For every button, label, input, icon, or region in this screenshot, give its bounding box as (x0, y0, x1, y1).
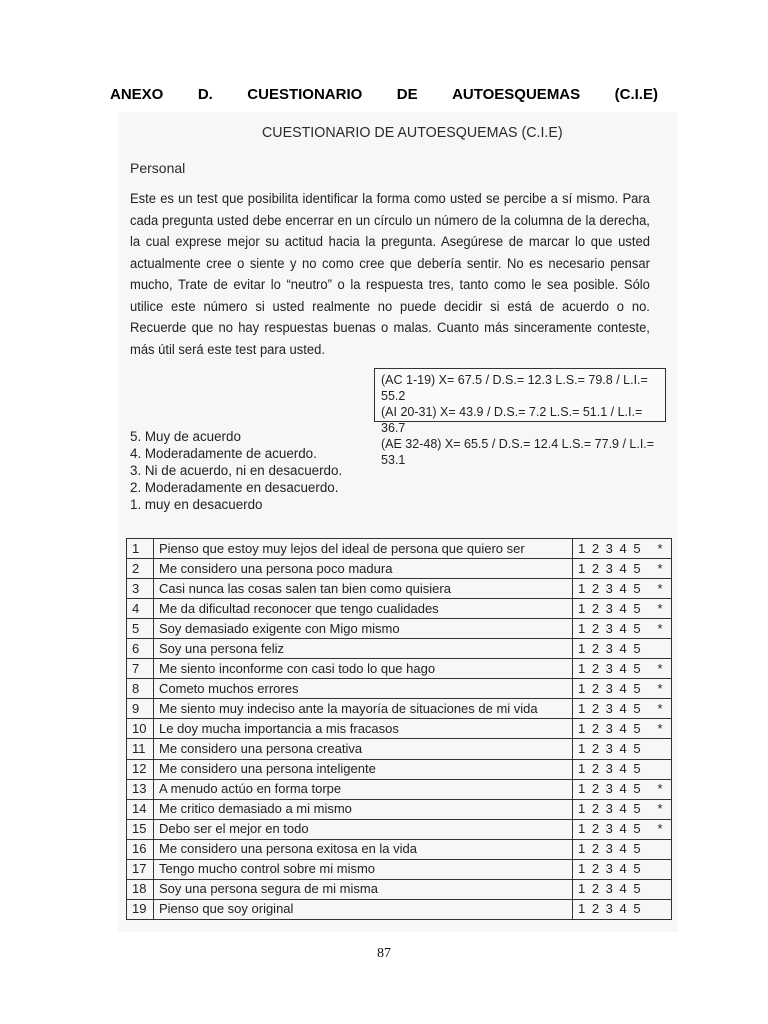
heading-word: D. (197, 86, 213, 103)
answer-options[interactable] (573, 839, 672, 859)
questionnaire-title: CUESTIONARIO DE AUTOESQUEMAS (C.I.E) (262, 124, 563, 141)
item-number: 9 (127, 699, 154, 719)
answer-options[interactable] (573, 559, 672, 579)
reverse-score-marker: * (657, 720, 664, 736)
instructions-paragraph: Este es un test que posibilita identificar la forma como usted se percibe a sí mismo. Para cada pregunta usted debe encerrar en un círculo un número de la columna de la derecha, la cual exprese mejor su actitud hacia la pregunta. Asegúrese de marcar lo que usted actualmente cree o siente y no como cree que debería sentir. No es necesario pensar mucho, Trate de evitar lo “neutro” o la respuesta tres, tanto como le sea posible. Sólo utilice este número si usted realmente no puede decidir si está de acuerdo o no. Recuerde que no hay respuestas buenas o malas. Cuanto más sinceramente conteste, más útil será este test para usted. (130, 191, 650, 357)
table-row (127, 759, 672, 779)
item-number: 8 (127, 679, 154, 699)
item-number: 7 (127, 659, 154, 679)
table-row (127, 659, 672, 679)
heading-word: CUESTIONARIO (247, 86, 363, 103)
reverse-score-marker: * (657, 560, 664, 576)
answer-scale-numbers: 1 2 3 4 5 (578, 861, 643, 877)
answer-options-inner (578, 540, 666, 558)
item-number: 17 (127, 859, 154, 879)
answer-options[interactable] (573, 659, 672, 679)
answer-options[interactable] (573, 879, 672, 899)
reverse-score-marker: * (657, 580, 664, 596)
answer-options[interactable] (573, 719, 672, 739)
heading-word: AUTOESQUEMAS (452, 86, 581, 103)
heading-word: (C.I.E) (614, 86, 658, 103)
answer-scale-numbers: 1 2 3 4 5 (578, 821, 643, 837)
table-row (127, 859, 672, 879)
answer-scale-numbers: 1 2 3 4 5 (578, 881, 643, 897)
answer-scale-numbers: 1 2 3 4 5 (578, 801, 643, 817)
answer-options-inner (578, 840, 666, 858)
table-row (127, 559, 672, 579)
table-row (127, 899, 672, 919)
answer-options-inner (578, 900, 666, 918)
answer-options[interactable] (573, 679, 672, 699)
answer-options[interactable] (573, 539, 672, 559)
item-number: 13 (127, 779, 154, 799)
answer-options[interactable] (573, 599, 672, 619)
answer-options-inner (578, 820, 666, 838)
table-row (127, 739, 672, 759)
answer-scale-numbers: 1 2 3 4 5 (578, 660, 643, 676)
reverse-score-marker (664, 640, 666, 658)
reverse-score-marker: * (657, 540, 664, 556)
table-row (127, 639, 672, 659)
stats-line: (AC 1-19) X= 67.5 / D.S.= 12.3 L.S.= 79.8 / L.I.= 55.2 (381, 373, 648, 403)
section-label: Personal (130, 160, 186, 176)
item-statement: Pienso que soy original (154, 899, 573, 919)
answer-options-inner (578, 860, 666, 878)
answer-options-inner (578, 580, 666, 598)
answer-scale-numbers: 1 2 3 4 5 (578, 540, 643, 556)
answer-scale-numbers: 1 2 3 4 5 (578, 841, 643, 857)
item-statement: Me considero una persona exitosa en la vida (154, 839, 573, 859)
answer-scale-numbers: 1 2 3 4 5 (578, 700, 643, 716)
table-row (127, 599, 672, 619)
answer-options-inner (578, 740, 666, 758)
scale-option: 5. Muy de acuerdo (130, 429, 241, 444)
item-number: 12 (127, 759, 154, 779)
reverse-score-marker: * (657, 680, 664, 696)
item-statement: Tengo mucho control sobre mi mismo (154, 859, 573, 879)
item-number: 3 (127, 579, 154, 599)
item-number: 5 (127, 619, 154, 639)
item-number: 4 (127, 599, 154, 619)
reverse-score-marker: * (657, 801, 664, 817)
item-number: 2 (127, 559, 154, 579)
heading-word: DE (396, 86, 418, 103)
stats-line: (AE 32-48) X= 65.5 / D.S.= 12.4 L.S.= 77.9 / L.I.= 53.1 (381, 437, 655, 467)
reverse-score-marker: * (657, 600, 664, 616)
item-statement: Debo ser el mejor en todo (154, 819, 573, 839)
answer-options[interactable] (573, 899, 672, 919)
table-row (127, 799, 672, 819)
answer-scale-numbers: 1 2 3 4 5 (578, 640, 643, 656)
reverse-score-marker: * (657, 700, 664, 716)
answer-options[interactable] (573, 639, 672, 659)
item-statement: Cometo muchos errores (154, 679, 573, 699)
item-statement: Me considero una persona inteligente (154, 759, 573, 779)
item-statement: A menudo actúo en forma torpe (154, 779, 573, 799)
answer-scale-numbers: 1 2 3 4 5 (578, 781, 643, 797)
reverse-score-marker: * (657, 620, 664, 636)
answer-options-inner (578, 720, 666, 738)
item-number: 11 (127, 739, 154, 759)
reverse-score-marker (664, 840, 666, 858)
answer-scale-numbers: 1 2 3 4 5 (578, 600, 643, 616)
reverse-score-marker (664, 760, 666, 778)
table-row (127, 679, 672, 699)
item-number: 15 (127, 819, 154, 839)
answer-options-inner (578, 560, 666, 578)
answer-options-inner (578, 660, 666, 678)
reverse-score-marker: * (657, 781, 664, 797)
answer-options[interactable] (573, 579, 672, 599)
reverse-score-marker (664, 740, 666, 758)
answer-options[interactable] (573, 779, 672, 799)
answer-scale-numbers: 1 2 3 4 5 (578, 620, 643, 636)
answer-options[interactable] (573, 859, 672, 879)
item-statement: Me considero una persona creativa (154, 739, 573, 759)
answer-scale-numbers: 1 2 3 4 5 (578, 720, 643, 736)
answer-options[interactable] (573, 619, 672, 639)
item-statement: Soy demasiado exigente con Migo mismo (154, 619, 573, 639)
item-number: 19 (127, 899, 154, 919)
answer-options-inner (578, 680, 666, 698)
answer-scale-numbers: 1 2 3 4 5 (578, 901, 643, 917)
answer-options-inner (578, 760, 666, 778)
annex-heading (110, 86, 658, 103)
item-number: 16 (127, 839, 154, 859)
page-number: 87 (377, 946, 391, 961)
table-row (127, 779, 672, 799)
table-row (127, 879, 672, 899)
scale-option: 1. muy en desacuerdo (130, 497, 263, 512)
response-scale (130, 428, 342, 513)
answer-options-inner (578, 800, 666, 818)
questionnaire-table (126, 538, 672, 920)
answer-options-inner (578, 600, 666, 618)
reverse-score-marker (664, 900, 666, 918)
answer-options[interactable] (573, 819, 672, 839)
table-row (127, 819, 672, 839)
heading-word: ANEXO (110, 86, 164, 103)
item-number: 6 (127, 639, 154, 659)
answer-options[interactable] (573, 759, 672, 779)
stats-line: (AI 20-31) X= 43.9 / D.S.= 7.2 L.S.= 51.1 / L.I.= 36.7 (381, 405, 643, 435)
item-statement: Me considero una persona poco madura (154, 559, 573, 579)
item-number: 18 (127, 879, 154, 899)
answer-scale-numbers: 1 2 3 4 5 (578, 761, 643, 777)
answer-options[interactable] (573, 739, 672, 759)
item-statement: Casi nunca las cosas salen tan bien como quisiera (154, 579, 573, 599)
answer-options[interactable] (573, 699, 672, 719)
answer-options[interactable] (573, 799, 672, 819)
item-number: 10 (127, 719, 154, 739)
reverse-score-marker: * (657, 821, 664, 837)
scale-option: 3. Ni de acuerdo, ni en desacuerdo. (130, 463, 343, 478)
table-row (127, 539, 672, 559)
item-statement: Me siento inconforme con casi todo lo que hago (154, 659, 573, 679)
item-statement: Le doy mucha importancia a mis fracasos (154, 719, 573, 739)
scale-option: 4. Moderadamente de acuerdo. (130, 446, 317, 461)
answer-scale-numbers: 1 2 3 4 5 (578, 680, 643, 696)
answer-options-inner (578, 700, 666, 718)
item-statement: Me da dificultad reconocer que tengo cualidades (154, 599, 573, 619)
reverse-score-marker (664, 880, 666, 898)
answer-options-inner (578, 780, 666, 798)
item-statement: Me critico demasiado a mi mismo (154, 799, 573, 819)
table-row (127, 619, 672, 639)
answer-options-inner (578, 640, 666, 658)
answer-scale-numbers: 1 2 3 4 5 (578, 580, 643, 596)
item-number: 14 (127, 799, 154, 819)
item-statement: Soy una persona segura de mi misma (154, 879, 573, 899)
table-row (127, 579, 672, 599)
scale-option: 2. Moderadamente en desacuerdo. (130, 480, 339, 495)
item-number: 1 (127, 539, 154, 559)
answer-scale-numbers: 1 2 3 4 5 (578, 560, 643, 576)
item-statement: Me siento muy indeciso ante la mayoría de situaciones de mi vida (154, 699, 573, 719)
table-row (127, 719, 672, 739)
answer-options-inner (578, 620, 666, 638)
answer-options-inner (578, 880, 666, 898)
item-statement: Soy una persona feliz (154, 639, 573, 659)
item-statement: Pienso que estoy muy lejos del ideal de persona que quiero ser (154, 539, 573, 559)
answer-scale-numbers: 1 2 3 4 5 (578, 740, 643, 756)
reverse-score-marker (664, 860, 666, 878)
table-row (127, 699, 672, 719)
table-row (127, 839, 672, 859)
statistics-box (374, 368, 666, 467)
reverse-score-marker: * (657, 660, 664, 676)
